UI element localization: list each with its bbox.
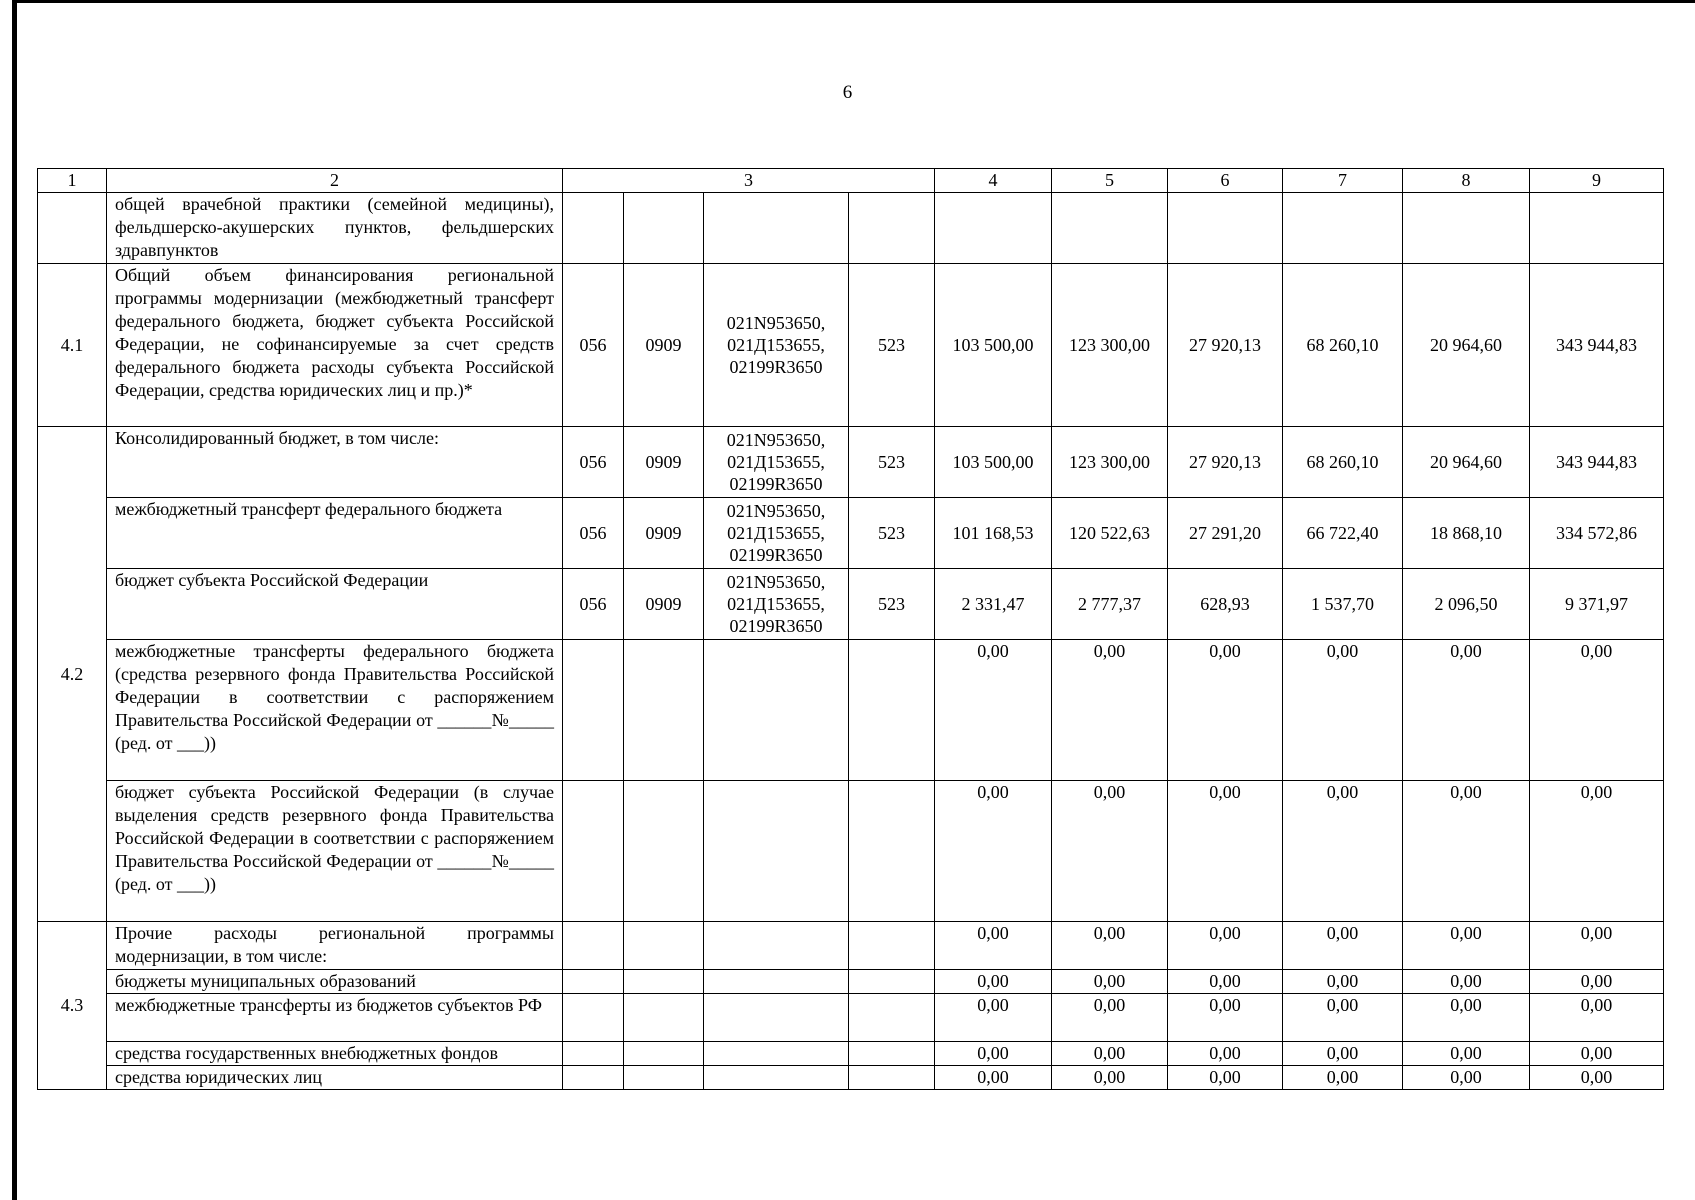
row-description: межбюджетные трансферты из бюджетов субъектов РФ — [107, 994, 563, 1042]
value-cell: 0,00 — [1168, 994, 1283, 1042]
scan-border-left — [12, 0, 17, 1200]
value-cell: 18 868,10 — [1403, 498, 1530, 569]
value-cell: 0,00 — [1168, 781, 1283, 922]
value-cell: 0,00 — [1530, 1066, 1664, 1090]
row-description: бюджеты муниципальных образований — [107, 970, 563, 994]
row-description: Общий объем финансирования региональной программы модернизации (межбюджетный трансферт федерального бюджета, бюджет субъекта Российской Федерации, не софинансируемые за счет средств федерального бюджета расходы субъекта Российской Федерации, средства юридических лиц и пр.)* — [107, 264, 563, 427]
value-cell: 103 500,00 — [935, 427, 1052, 498]
table-row — [38, 264, 1664, 427]
value-cell: 0,00 — [1052, 994, 1168, 1042]
code-grbs: 056 — [563, 498, 624, 569]
value-cell: 0,00 — [1530, 922, 1664, 970]
row-description: межбюджетные трансферты федерального бюджета (средства резервного фонда Правительства Российской Федерации в соответствии с распоряжением Правительства Российской Федерации от ______№_____ (ред. от ___)) — [107, 640, 563, 781]
value-cell: 0,00 — [1283, 1066, 1403, 1090]
value-cell: 0,00 — [1283, 640, 1403, 781]
value-cell: 0,00 — [1168, 640, 1283, 781]
row-number: 4.3 — [38, 922, 107, 1090]
value-cell: 123 300,00 — [1052, 264, 1168, 427]
row-number: 4.1 — [38, 264, 107, 427]
value-cell: 0,00 — [935, 922, 1052, 970]
value-cell: 103 500,00 — [935, 264, 1052, 427]
value-cell: 0,00 — [1168, 922, 1283, 970]
header-col-5: 5 — [1052, 169, 1168, 193]
header-col-3: 3 — [563, 169, 935, 193]
code-grbs: 056 — [563, 264, 624, 427]
value-cell: 0,00 — [1530, 970, 1664, 994]
scan-border-top — [12, 0, 1695, 3]
value-cell: 334 572,86 — [1530, 498, 1664, 569]
table-row — [38, 193, 1664, 264]
table-row — [38, 922, 1664, 970]
value-cell: 0,00 — [935, 1042, 1052, 1066]
row-number-cell — [38, 193, 107, 264]
code-expense-type: 523 — [849, 569, 935, 640]
header-row — [38, 169, 1664, 193]
value-cell: 0,00 — [935, 1066, 1052, 1090]
value-cell: 2 096,50 — [1403, 569, 1530, 640]
row-description: средства государственных внебюджетных фондов — [107, 1042, 563, 1066]
header-col-9: 9 — [1530, 169, 1664, 193]
value-cell: 0,00 — [1403, 970, 1530, 994]
header-col-1: 1 — [38, 169, 107, 193]
value-cell: 120 522,63 — [1052, 498, 1168, 569]
value-cell: 0,00 — [1403, 922, 1530, 970]
value-cell: 0,00 — [1530, 1042, 1664, 1066]
code-grbs: 056 — [563, 569, 624, 640]
value-cell: 1 537,70 — [1283, 569, 1403, 640]
value-cell: 0,00 — [1283, 781, 1403, 922]
value-cell: 343 944,83 — [1530, 427, 1664, 498]
value-cell: 0,00 — [935, 781, 1052, 922]
value-cell: 0,00 — [935, 640, 1052, 781]
row-description: средства юридических лиц — [107, 1066, 563, 1090]
value-cell: 68 260,10 — [1283, 264, 1403, 427]
table-row — [38, 1066, 1664, 1090]
code-expense-type: 523 — [849, 264, 935, 427]
row-description: общей врачебной практики (семейной медицины), фельдшерско-акушерских пунктов, фельдшерских здравпунктов — [107, 193, 563, 264]
value-cell: 0,00 — [1283, 970, 1403, 994]
value-cell: 0,00 — [1530, 640, 1664, 781]
value-cell: 0,00 — [1168, 1042, 1283, 1066]
row-description: бюджет субъекта Российской Федерации (в случае выделения средств резервного фонда Правительства Российской Федерации в соответствии с распоряжением Правительства Российской Федерации от ______№_____ (ред. от ___)) — [107, 781, 563, 922]
row-description: Прочие расходы региональной программы модернизации, в том числе: — [107, 922, 563, 970]
value-cell: 0,00 — [1403, 1066, 1530, 1090]
code-section: 0909 — [624, 427, 704, 498]
code-section: 0909 — [624, 498, 704, 569]
code-target-article: 021N953650, 021Д153655, 02199R3650 — [704, 569, 849, 640]
value-cell: 0,00 — [1283, 922, 1403, 970]
code-grbs: 056 — [563, 427, 624, 498]
value-cell: 0,00 — [1168, 1066, 1283, 1090]
value-cell: 2 777,37 — [1052, 569, 1168, 640]
row-description: бюджет субъекта Российской Федерации — [107, 569, 563, 640]
table-row — [38, 970, 1664, 994]
value-cell: 343 944,83 — [1530, 264, 1664, 427]
value-cell: 0,00 — [935, 994, 1052, 1042]
code-target-article: 021N953650, 021Д153655, 02199R3650 — [704, 498, 849, 569]
row-description: межбюджетный трансферт федерального бюджета — [107, 498, 563, 569]
value-cell: 0,00 — [1403, 640, 1530, 781]
row-number: 4.2 — [38, 427, 107, 922]
header-col-8: 8 — [1403, 169, 1530, 193]
table-row — [38, 994, 1664, 1042]
value-cell: 0,00 — [1052, 922, 1168, 970]
code-target-article: 021N953650, 021Д153655, 02199R3650 — [704, 264, 849, 427]
value-cell: 101 168,53 — [935, 498, 1052, 569]
value-cell: 68 260,10 — [1283, 427, 1403, 498]
value-cell: 0,00 — [1168, 970, 1283, 994]
page-number: 6 — [842, 82, 853, 103]
code-expense-type: 523 — [849, 427, 935, 498]
value-cell: 27 291,20 — [1168, 498, 1283, 569]
header-col-7: 7 — [1283, 169, 1403, 193]
value-cell: 20 964,60 — [1403, 264, 1530, 427]
code-target-article: 021N953650, 021Д153655, 02199R3650 — [704, 427, 849, 498]
value-cell: 66 722,40 — [1283, 498, 1403, 569]
value-cell: 0,00 — [1052, 970, 1168, 994]
table-row — [38, 569, 1664, 640]
header-col-4: 4 — [935, 169, 1052, 193]
table-row — [38, 1042, 1664, 1066]
value-cell: 0,00 — [1052, 640, 1168, 781]
value-cell: 0,00 — [1403, 1042, 1530, 1066]
value-cell: 0,00 — [1052, 1042, 1168, 1066]
value-cell: 628,93 — [1168, 569, 1283, 640]
value-cell: 2 331,47 — [935, 569, 1052, 640]
table-row — [38, 427, 1664, 498]
table-row — [38, 498, 1664, 569]
financing-table — [37, 168, 1664, 1090]
table-row — [38, 640, 1664, 781]
value-cell: 0,00 — [1530, 994, 1664, 1042]
value-cell: 0,00 — [1283, 994, 1403, 1042]
value-cell: 27 920,13 — [1168, 427, 1283, 498]
value-cell: 0,00 — [1283, 1042, 1403, 1066]
value-cell: 0,00 — [1403, 994, 1530, 1042]
value-cell: 27 920,13 — [1168, 264, 1283, 427]
value-cell: 123 300,00 — [1052, 427, 1168, 498]
value-cell: 0,00 — [1052, 1066, 1168, 1090]
value-cell: 0,00 — [1403, 781, 1530, 922]
value-cell: 0,00 — [1530, 781, 1664, 922]
header-col-6: 6 — [1168, 169, 1283, 193]
header-col-2: 2 — [107, 169, 563, 193]
value-cell: 9 371,97 — [1530, 569, 1664, 640]
value-cell: 20 964,60 — [1403, 427, 1530, 498]
row-description: Консолидированный бюджет, в том числе: — [107, 427, 563, 498]
code-section: 0909 — [624, 569, 704, 640]
code-expense-type: 523 — [849, 498, 935, 569]
value-cell: 0,00 — [1052, 781, 1168, 922]
code-section: 0909 — [624, 264, 704, 427]
value-cell: 0,00 — [935, 970, 1052, 994]
table-row — [38, 781, 1664, 922]
